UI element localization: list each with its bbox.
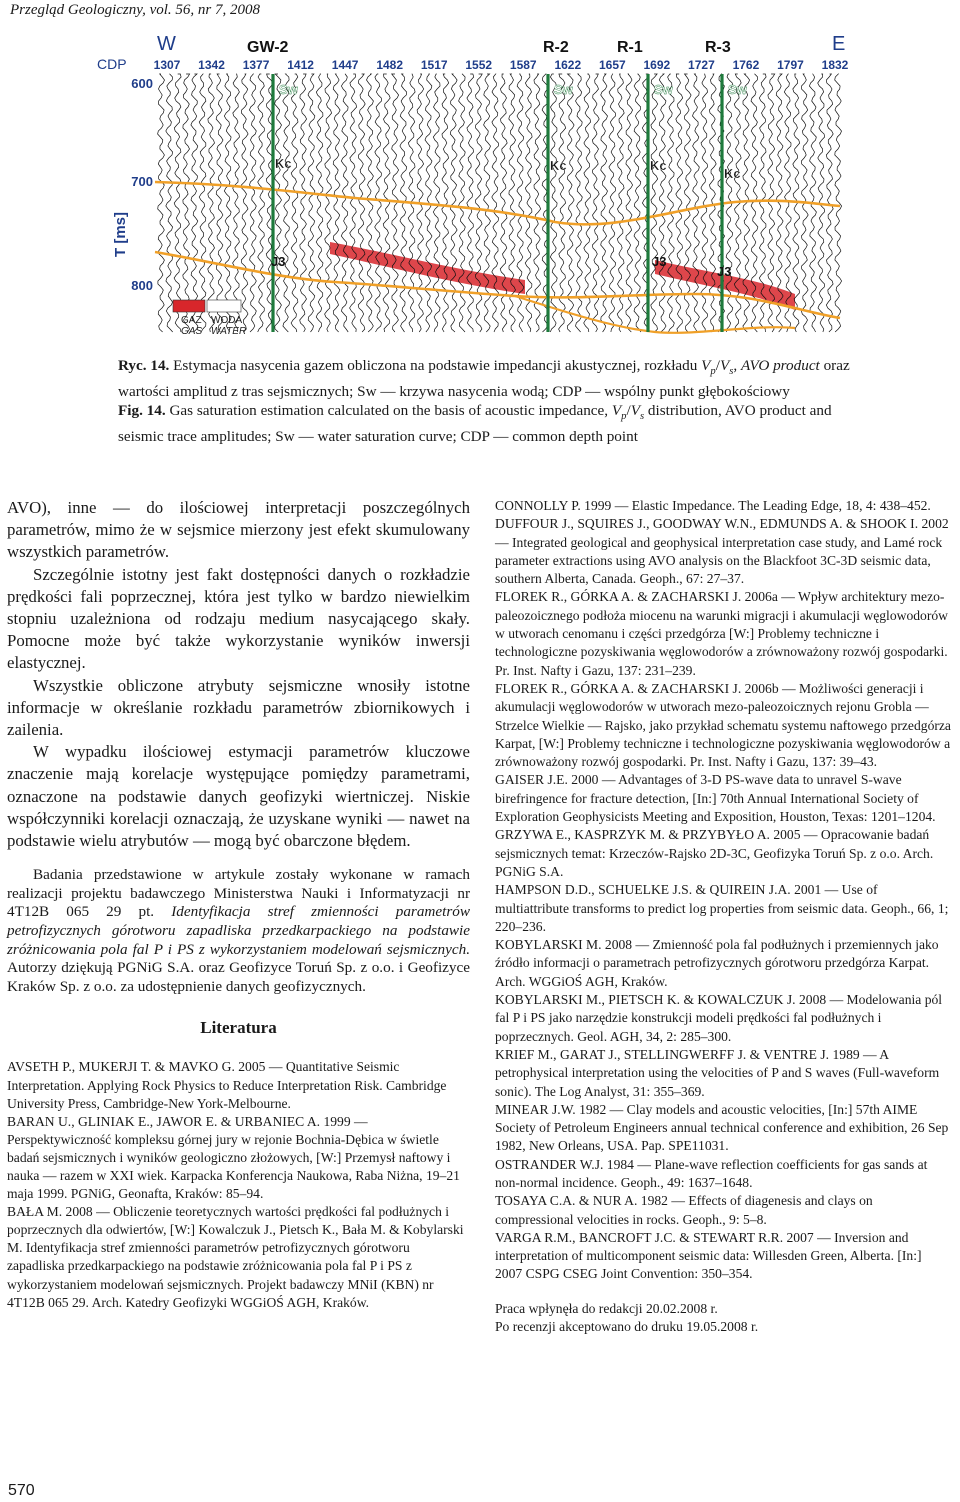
- caption-en-text-2: distribution, AVO product and seismic trace amplitudes; Sw — water saturation curve; CDP — common depth point: [118, 402, 832, 445]
- body-paragraph-4: W wypadku ilościowej estymacji parametrów kluczowe znaczenie mają korelacje występujące pomiędzy parametrami, oznaczone na podstawie danych geofizyki wiertniczej. Niskie współczynniki korelacji oznaczają, że uzyskane wyniki — nawet na podstawie wielu atrybutów — mogą być obarczone błędem.: [7, 742, 470, 851]
- sw-label: Sw: [728, 82, 747, 97]
- cdp-tick-label: 1797: [777, 58, 804, 72]
- caption-en: [118, 401, 856, 446]
- reference-item: BAŁA M. 2008 — Obliczenie teoretycznych wartości prędkości fal podłużnych i poprzecznych dla odwiertów, [W:] Kowalczuk J., Pietsch K., Bała M. & Kobylarski M. Identyfikacja stref zmienności parametrów petrofizycznych górotworu zapadliska przedkarpackiego na podstawie zróżnicowania pola fal P i PS z wykorzystaniem modelowań sejsmicznych. Projekt badawczy MNiI (KBN) nr 4T12B 065 29. Arch. Katedry Geofizyki WGGiOŚ AGH, Kraków.: [7, 1204, 464, 1310]
- caption-en-slash: /: [626, 402, 631, 420]
- well-name-label: R-1: [617, 39, 643, 56]
- cdp-label: CDP: [97, 56, 127, 72]
- seismic-figure: [95, 32, 855, 344]
- figure-caption: [118, 356, 856, 446]
- reference-item: GAISER J.E. 2000 — Advantages of 3-D PS-wave data to unravel S-wave birefringence for fracture detection, [In:] 70th Annual International Society of Exploration Geophysicists Meeting and Exposition, Houston, Texas: 1201–1204.: [495, 772, 936, 825]
- received-dates: [495, 1300, 951, 1337]
- caption-en-vs: V: [630, 402, 640, 420]
- cdp-tick-label: 1692: [643, 58, 671, 72]
- horizon-kc-label: Kc: [275, 156, 292, 171]
- body-paragraph-3: Wszystkie obliczone atrybuty sejsmiczne wnosiły istotne informacje w określanie rozkładu parametrów zbiornikowych i zailenia.: [7, 675, 470, 740]
- reference-item: BARAN U., GLINIAK E., JAWOR E. & URBANIEC A. 1999 — Perspektywiczność kompleksu górnej jury w rejonie Bochnia-Dębica w świetle badań sejsmicznych i wyników geologiczno złożowych, [W:] Przemysł naftowy i nauka — razem w XXI wiek. Karpacka Konferencja Naukowa, Raba Niżna, 19–21 maja 1999. PGNiG, Geonafta, Kraków: 85–94.: [7, 1113, 460, 1202]
- reference-item: AVSETH P., MUKERJI T. & MAVKO G. 2005 — Quantitative Seismic Interpretation. Applying Rock Physics to Reduce Interpretation Risk. Cambridge University Press, Cambridge-New York-Melbourne.: [7, 1059, 447, 1111]
- accepted-line: Po recenzji akceptowano do druku 19.05.2008 r.: [495, 1319, 759, 1335]
- horizon-j3-label: J3: [717, 264, 732, 279]
- horizon-kc-label: Kc: [650, 158, 667, 173]
- caption-pl-vs: V: [719, 357, 730, 374]
- horizon-j3-label: J3: [652, 254, 667, 269]
- horizon-kc-label: Kc: [724, 166, 741, 181]
- sw-label: Sw: [279, 82, 298, 97]
- cdp-tick-label: 1657: [598, 58, 626, 72]
- well-name-label: GW-2: [247, 39, 289, 56]
- horizon-kc-label: Kc: [550, 158, 567, 173]
- time-tick-label: 800: [131, 278, 153, 293]
- legend-gas-label-pl: GAZ: [181, 315, 202, 326]
- legend-water-label-en: WATER: [211, 326, 247, 337]
- literature-heading: Literatura: [200, 1018, 277, 1038]
- time-tick-label: 700: [131, 174, 153, 189]
- reference-item: VARGA R.M., BANCROFT J.C. & STEWART R.R. 2007 — Inversion and interpretation of multicomponent seismic data: Willesden Green, Alberta. [In:] 2007 CSPG CSEG Joint Convention: 350–354.: [495, 1229, 922, 1282]
- sw-label: Sw: [554, 82, 573, 97]
- caption-en-label: Fig. 14.: [118, 402, 166, 420]
- caption-pl-avo: AVO product: [740, 357, 820, 374]
- cdp-tick-label: 1412: [287, 58, 314, 72]
- reference-item: FLOREK R., GÓRKA A. & ZACHARSKI J. 2006a — Wpływ architektury mezo-paleozoicznego podłoża miocenu na warunki migracji i akumulacji węglowodorów w utworach cenomanu i części przedgórza [W:] Problemy techniczne i technologiczne pozyskiwania węglowodorów a zrównoważony rozwój gospodarki. Pr. Inst. Nafty i Gazu, 137: 231–239.: [495, 589, 948, 678]
- cdp-tick-label: 1377: [242, 58, 270, 72]
- horizon-j3-label: J3: [271, 254, 286, 269]
- caption-pl-vp-sub: p: [710, 366, 716, 378]
- horizon-lower-line: [515, 296, 795, 333]
- ack-text-3: Autorzy dziękują PGNiG S.A. oraz Geofizyce Toruń Sp. z o.o. i Geofizyce Kraków Sp. z o.o. za udostępnienie danych geofizycznych.: [7, 959, 470, 995]
- reference-item: KRIEF M., GARAT J., STELLINGWERFF J. & VENTRE J. 1989 — A petrophysical interpretation using the velocities of P and S waves (Full-waveform sonic). The Log Analyst, 31: 355–369.: [495, 1046, 940, 1099]
- body-paragraph-1: AVO), inne — do ilościowej interpretacji poszczególnych parametrów, mimo że w sejsmice mierzony jest efekt skumulowany wszystkich parametrów.: [7, 498, 470, 562]
- reference-item: GRZYWA E., KASPRZYK M. & PRZYBYŁO A. 2005 — Opracowanie badań sejsmicznych temat: Krzeczów-Rajsko 2D-3C, Geofizyka Toruń Sp. z o.o. Arch. PGNiG S.A.: [495, 827, 934, 879]
- legend-water-swatch: [207, 300, 241, 312]
- cdp-tick-label: 1587: [509, 58, 537, 72]
- ack-text-1: Badania przedstawione w artykule zostały wykonane w ramach realizacji projektu badawczego Ministerstwa Nauki i Informatyzacji nr 4T12B 065 29 pt.: [7, 866, 470, 921]
- page-number: 570: [8, 1482, 35, 1499]
- ack-project-title: Identyfikacja stref zmienności parametrów petrofizycznych górotworu zapadliska przedkarpackiego na podstawie zróżnicowania pola fal P i PS z wykorzystaniem modelowań sejsmicznych.: [7, 903, 470, 958]
- left-column: [7, 497, 470, 1312]
- reference-item: DUFFOUR J., SQUIRES J., GOODWAY W.N., EDMUNDS A. & SHOOK I. 2002 — Integrated geological and geophysical interpretation case study, and Lamé rock parameter extractions using AVO analysis on the Blackfoot 3C-3D seismic data, southern Alberta, Canada. Geoph., 67: 27–37.: [495, 516, 949, 587]
- right-column: [495, 497, 951, 1337]
- gas-zone: [330, 242, 525, 294]
- body-text: [7, 497, 470, 852]
- cdp-tick-label: 1622: [554, 58, 582, 72]
- caption-pl-vs-sub: s: [729, 366, 734, 378]
- legend-water-label-pl: WODA: [211, 315, 243, 326]
- caption-pl-label: Ryc. 14.: [118, 357, 170, 374]
- well-name-label: R-2: [543, 39, 569, 56]
- cdp-tick-label: 1307: [153, 58, 181, 72]
- cdp-tick-label: 1832: [821, 58, 849, 72]
- reference-item: FLOREK R., GÓRKA A. & ZACHARSKI J. 2006b — Możliwości generacji i akumulacji węglowodorów w utworach mezo-paleozoicznych rejonu Grobla — Strzelce Wielkie — Rajsko, jako przykład schematu systemu naftowego przedgórza Karpat, [W:] Problemy techniczne i technologiczne pozyskiwania węglowodorów a zrównoważony rozwój gospodarki. Pr. Inst. Nafty i Gazu, 137: 39–43.: [495, 680, 951, 770]
- legend-gas-label-en: GAS: [181, 326, 203, 337]
- cdp-tick-label: 1342: [198, 58, 225, 72]
- cdp-tick-label: 1762: [732, 58, 760, 72]
- time-axis-label: T [ms]: [112, 212, 129, 257]
- reference-item: CONNOLLY P. 1999 — Elastic Impedance. The Leading Edge, 18, 4: 438–452.: [495, 498, 931, 513]
- body-paragraph-2: Szczególnie istotny jest fakt dostępności danych o rozkładzie prędkości fali poprzecznej, która jest tylko w bardzo niewielkim stopniu uzależniona od rodzaju medium nasycającego skały. Pomocne może być także wykorzystanie wyników inwersji elastycznej.: [7, 564, 470, 673]
- reference-item: KOBYLARSKI M., PIETSCH K. & KOWALCZUK J. 2008 — Modelowania pól fal P i PS jako narzędzie konstrukcji modeli prędkości fal podłużnych i poprzecznych. Geol. AGH, 34, 2: 285–300.: [495, 992, 943, 1044]
- received-line: Praca wpłynęła do redakcji 20.02.2008 r.: [495, 1300, 718, 1316]
- journal-header: Przegląd Geologiczny, vol. 56, nr 7, 2008: [10, 2, 260, 18]
- caption-en-vp-sub: p: [621, 411, 627, 423]
- cdp-tick-label: 1482: [376, 58, 404, 72]
- caption-pl-text-1: Estymacja nasycenia gazem obliczona na podstawie impedancji akustycznej, rozkładu: [169, 357, 702, 374]
- caption-pl: [118, 356, 856, 401]
- cdp-tick-label: 1727: [688, 58, 715, 72]
- reference-item: TOSAYA C.A. & NUR A. 1982 — Effects of diagenesis and clays on compressional velocities in rocks. Geoph., 9: 5–8.: [495, 1193, 873, 1227]
- caption-pl-slash: /: [715, 357, 720, 374]
- reference-item: OSTRANDER W.J. 1984 — Plane-wave reflection coefficients for gas sands at non-normal incidence. Geoph., 49: 1637–1648.: [495, 1156, 928, 1190]
- direction-east-label: E: [832, 33, 846, 55]
- caption-pl-text-3: oraz wartości amplitud z tras sejsmicznych; Sw — krzywa nasycenia wodą; CDP — wspólny punkt głębokościowy: [118, 357, 850, 400]
- direction-west-label: W: [157, 33, 176, 55]
- caption-en-vp: V: [611, 402, 622, 420]
- reference-item: KOBYLARSKI M. 2008 — Zmienność pola fal podłużnych i przemiennych jako źródło informacji o parametrach petrofizycznych górotworu przedgórza Karpat. Arch. WGGiOŚ AGH, Kraków.: [495, 937, 939, 989]
- time-tick-label: 600: [131, 76, 153, 91]
- sw-label: Sw: [654, 82, 673, 97]
- reference-item: MINEAR J.W. 1982 — Clay models and acoustic velocities, [In:] 57th AIME Society of Petroleum Engineers annual technical conference and exhibition, 26 Sep 1982, New Orleans, USA. Pap. SPE11031.: [495, 1101, 949, 1154]
- caption-en-vs-sub: s: [639, 411, 645, 423]
- cdp-tick-label: 1517: [420, 58, 448, 72]
- acknowledgements: [7, 866, 470, 996]
- caption-en-text-1: Gas saturation estimation calculated on the basis of acoustic impedance,: [165, 402, 612, 420]
- seismic-section-svg: [95, 32, 855, 344]
- cdp-tick-label: 1447: [331, 58, 359, 72]
- caption-pl-vp: V: [701, 357, 711, 374]
- cdp-tick-label: 1552: [465, 58, 493, 72]
- well-name-label: R-3: [705, 39, 731, 56]
- legend-gas-swatch: [173, 300, 205, 312]
- reference-item: HAMPSON D.D., SCHUELKE J.S. & QUIREIN J.A. 2001 — Use of multiattribute transforms to predict log properties from seismic data. Geoph., 66, 1; 220–236.: [495, 882, 949, 934]
- caption-pl-text-2: ,: [733, 357, 741, 374]
